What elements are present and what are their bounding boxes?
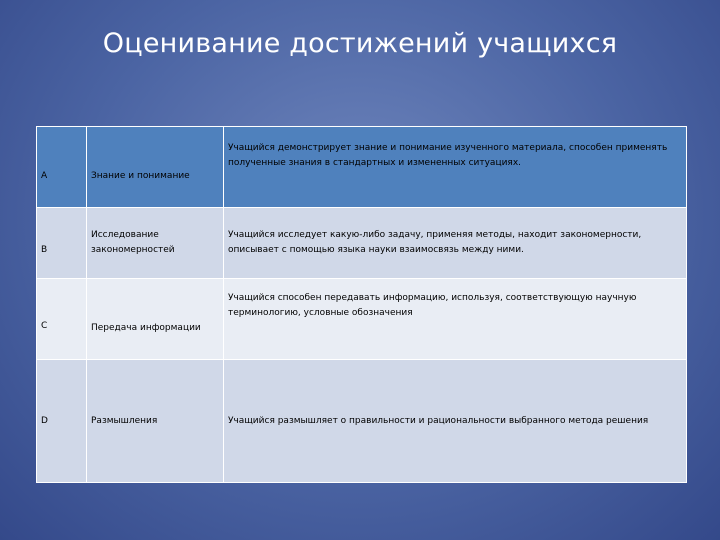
criteria-table	[36, 126, 687, 483]
criterion-code: B	[37, 208, 87, 279]
criterion-name: Исследование закономерностей	[87, 208, 224, 279]
criterion-description: Учащийся исследует какую-либо задачу, применяя методы, находит закономерности, описывает с помощью языка науки взаимосвязь между ними.	[224, 208, 687, 279]
criterion-description: Учащийся способен передавать информацию, используя, соответствующую научную терминологию, условные обозначения	[224, 279, 687, 360]
criterion-name: Передача информации	[87, 279, 224, 360]
criterion-name: Знание и понимание	[87, 127, 224, 208]
table-row	[37, 127, 687, 208]
criterion-code: A	[37, 127, 87, 208]
slide-title: Оценивание достижений учащихся	[102, 28, 618, 59]
criterion-code: D	[37, 360, 87, 483]
criterion-description: Учащийся размышляет о правильности и рациональности выбранного метода решения	[224, 360, 687, 483]
criterion-code: C	[37, 279, 87, 360]
table-row	[37, 279, 687, 360]
criterion-description: Учащийся демонстрирует знание и понимание изученного материала, способен применять полученные знания в стандартных и измененных ситуациях.	[224, 127, 687, 208]
criterion-name: Размышления	[87, 360, 224, 483]
table-row	[37, 360, 687, 483]
table-row	[37, 208, 687, 279]
